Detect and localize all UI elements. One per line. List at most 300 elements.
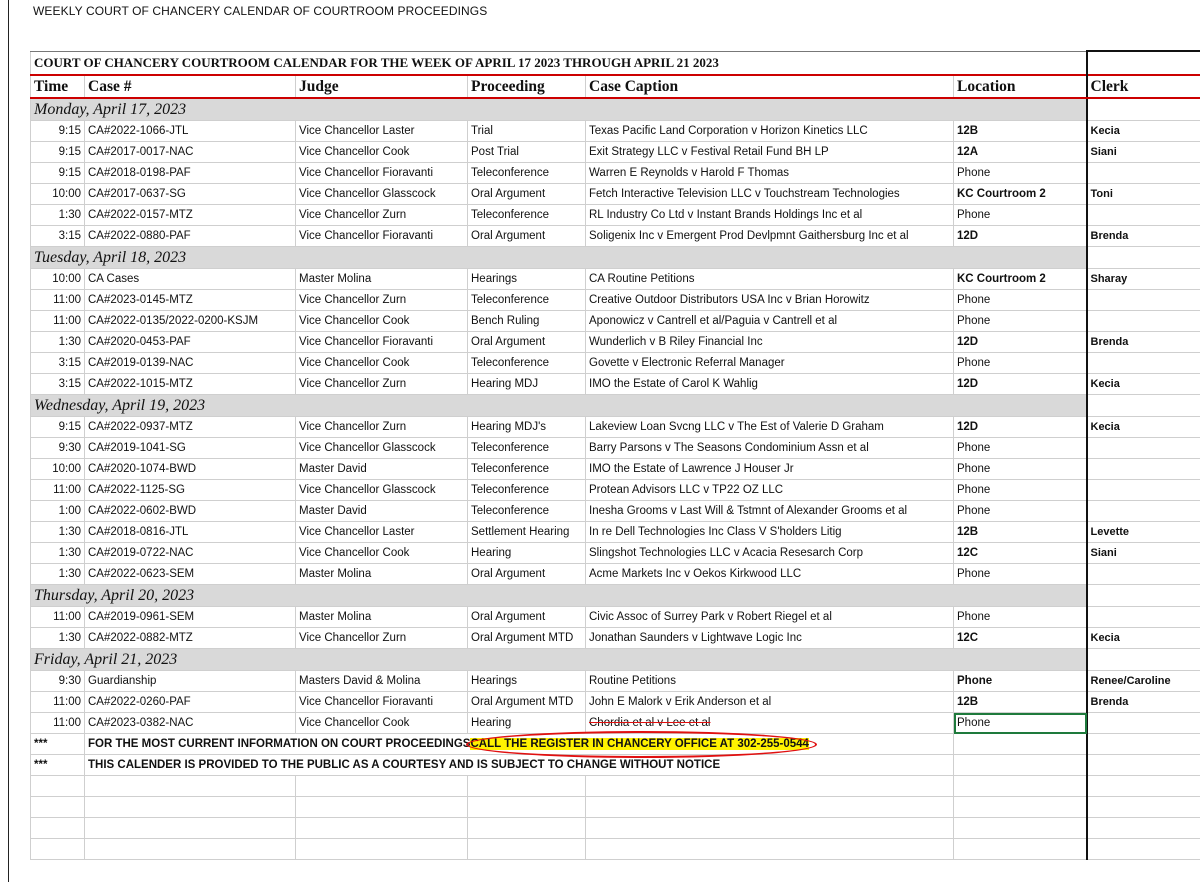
- case-caption-cell[interactable]: [586, 353, 954, 374]
- empty-cell[interactable]: [296, 797, 468, 818]
- time-cell[interactable]: 10:00: [31, 459, 85, 480]
- table-row: [31, 564, 1200, 585]
- location-cell[interactable]: 12D: [954, 226, 1087, 247]
- time-cell[interactable]: 9:15: [31, 142, 85, 163]
- col-header-time: Time: [31, 75, 85, 98]
- location-cell[interactable]: 12D: [954, 332, 1087, 353]
- empty-cell[interactable]: [586, 797, 954, 818]
- empty-row: [31, 776, 1200, 797]
- empty-cell[interactable]: [954, 776, 1087, 797]
- location-cell[interactable]: KC Courtroom 2: [954, 184, 1087, 205]
- table-row: [31, 607, 1200, 628]
- time-cell[interactable]: 11:00: [31, 311, 85, 332]
- empty-cell[interactable]: [296, 776, 468, 797]
- judge-cell[interactable]: Vice Chancellor Cook: [296, 142, 468, 163]
- case-caption-text: Texas Pacific Land Corporation v Horizon Kinetics LLC: [589, 125, 868, 137]
- case-caption-text: IMO the Estate of Lawrence J Houser Jr: [589, 463, 794, 475]
- case-caption-cell[interactable]: [586, 269, 954, 290]
- case-caption-text: Soligenix Inc v Emergent Prod Devlpmnt Gaithersburg Inc et al: [589, 230, 909, 242]
- location-cell[interactable]: Phone: [954, 480, 1087, 501]
- empty-cell[interactable]: [954, 734, 1087, 755]
- case-number-cell[interactable]: CA#2019-0722-NAC: [85, 543, 296, 564]
- clerk-cell[interactable]: [1087, 564, 1200, 585]
- empty-cell[interactable]: [586, 818, 954, 839]
- case-caption-cell[interactable]: [586, 564, 954, 585]
- day-label[interactable]: Monday, April 17, 2023: [31, 98, 1087, 121]
- clerk-cell[interactable]: [1087, 755, 1200, 776]
- case-caption-text: In re Dell Technologies Inc Class V S'holders Litig: [589, 526, 842, 538]
- case-number-cell[interactable]: CA#2022-1015-MTZ: [85, 374, 296, 395]
- proceeding-cell[interactable]: Hearings: [468, 671, 586, 692]
- proceeding-cell[interactable]: Hearings: [468, 269, 586, 290]
- time-cell[interactable]: 9:15: [31, 121, 85, 142]
- clerk-cell[interactable]: [1087, 311, 1200, 332]
- case-number-cell[interactable]: CA#2017-0637-SG: [85, 184, 296, 205]
- proceeding-cell[interactable]: Hearing MDJ: [468, 374, 586, 395]
- case-caption-text: Aponowicz v Cantrell et al/Paguia v Cantrell et al: [589, 315, 838, 327]
- table-row: [31, 290, 1200, 311]
- clerk-cell[interactable]: Kecia: [1087, 121, 1200, 142]
- case-caption-cell[interactable]: [586, 417, 954, 438]
- clerk-cell[interactable]: [1087, 205, 1200, 226]
- judge-cell[interactable]: Vice Chancellor Cook: [296, 543, 468, 564]
- proceeding-cell[interactable]: Settlement Hearing: [468, 522, 586, 543]
- empty-cell[interactable]: [954, 797, 1087, 818]
- time-cell[interactable]: 3:15: [31, 353, 85, 374]
- time-cell[interactable]: 11:00: [31, 290, 85, 311]
- case-number-cell[interactable]: CA#2022-0882-MTZ: [85, 628, 296, 649]
- judge-cell[interactable]: Vice Chancellor Zurn: [296, 628, 468, 649]
- case-number-cell[interactable]: CA#2023-0382-NAC: [85, 713, 296, 734]
- empty-cell[interactable]: [31, 797, 85, 818]
- case-caption-cell[interactable]: [586, 438, 954, 459]
- case-caption-text: Barry Parsons v The Seasons Condominium Assn et al: [589, 442, 869, 454]
- clerk-cell[interactable]: [1087, 438, 1200, 459]
- case-number-cell[interactable]: CA#2022-0135/2022-0200-KSJM: [85, 311, 296, 332]
- table-row: [31, 480, 1200, 501]
- clerk-cell[interactable]: [1087, 501, 1200, 522]
- clerk-cell[interactable]: Brenda: [1087, 332, 1200, 353]
- table-row: [31, 692, 1200, 713]
- case-caption-text: Exit Strategy LLC v Festival Retail Fund BH LP: [589, 146, 829, 158]
- location-cell[interactable]: KC Courtroom 2: [954, 269, 1087, 290]
- clerk-cell[interactable]: Renee/Caroline: [1087, 671, 1200, 692]
- proceeding-cell[interactable]: Hearing: [468, 543, 586, 564]
- case-caption-cell[interactable]: [586, 374, 954, 395]
- case-caption-text: Routine Petitions: [589, 675, 676, 687]
- proceeding-cell[interactable]: Post Trial: [468, 142, 586, 163]
- time-cell[interactable]: 11:00: [31, 692, 85, 713]
- proceeding-cell[interactable]: Teleconference: [468, 205, 586, 226]
- clerk-cell[interactable]: Kecia: [1087, 374, 1200, 395]
- case-number-cell[interactable]: CA#2022-0880-PAF: [85, 226, 296, 247]
- case-number-cell[interactable]: CA#2017-0017-NAC: [85, 142, 296, 163]
- time-cell[interactable]: 10:00: [31, 184, 85, 205]
- time-cell[interactable]: 9:30: [31, 671, 85, 692]
- case-caption-text: Wunderlich v B Riley Financial Inc: [589, 336, 763, 348]
- col-header-caption: Case Caption: [586, 75, 954, 98]
- table-row: [31, 121, 1200, 142]
- notice-text-cell: [85, 755, 954, 776]
- judge-cell[interactable]: Vice Chancellor Zurn: [296, 205, 468, 226]
- case-caption-text: Slingshot Technologies LLC v Acacia Resesarch Corp: [589, 547, 864, 559]
- case-number-cell[interactable]: CA#2020-0453-PAF: [85, 332, 296, 353]
- judge-cell[interactable]: Vice Chancellor Fioravanti: [296, 163, 468, 184]
- case-caption-text: John E Malork v Erik Anderson et al: [589, 696, 772, 708]
- empty-cell[interactable]: [954, 839, 1087, 860]
- clerk-cell[interactable]: Sharay: [1087, 269, 1200, 290]
- time-cell[interactable]: 1:30: [31, 332, 85, 353]
- empty-row: [31, 818, 1200, 839]
- location-cell[interactable]: Phone: [954, 163, 1087, 184]
- header-row: [31, 75, 1200, 98]
- judge-cell[interactable]: Masters David & Molina: [296, 671, 468, 692]
- judge-cell[interactable]: Vice Chancellor Glasscock: [296, 480, 468, 501]
- empty-cell[interactable]: [296, 839, 468, 860]
- proceeding-cell[interactable]: Oral Argument: [468, 332, 586, 353]
- case-number-cell[interactable]: CA#2019-0139-NAC: [85, 353, 296, 374]
- clerk-cell[interactable]: [1087, 163, 1200, 184]
- judge-cell[interactable]: Vice Chancellor Zurn: [296, 374, 468, 395]
- case-number-cell[interactable]: CA Cases: [85, 269, 296, 290]
- case-caption-text: RL Industry Co Ltd v Instant Brands Holdings Inc et al: [589, 209, 863, 221]
- table-row: [31, 353, 1200, 374]
- notice-row: [31, 734, 1200, 755]
- col-header-judge: Judge: [296, 75, 468, 98]
- case-number-cell[interactable]: Guardianship: [85, 671, 296, 692]
- clerk-cell[interactable]: [1087, 713, 1200, 734]
- empty-row: [31, 797, 1200, 818]
- proceeding-cell[interactable]: Hearing MDJ's: [468, 417, 586, 438]
- table-row: [31, 713, 1200, 734]
- empty-cell[interactable]: [85, 776, 296, 797]
- time-cell[interactable]: 9:30: [31, 438, 85, 459]
- case-caption-cell[interactable]: [586, 671, 954, 692]
- calendar-sheet: [30, 50, 1200, 860]
- col-header-location: Location: [954, 75, 1087, 98]
- case-caption-cell[interactable]: [586, 205, 954, 226]
- judge-cell[interactable]: Master Molina: [296, 269, 468, 290]
- case-caption-text: CA Routine Petitions: [589, 273, 695, 285]
- time-cell[interactable]: 1:30: [31, 543, 85, 564]
- judge-cell[interactable]: Vice Chancellor Glasscock: [296, 184, 468, 205]
- empty-cell[interactable]: [468, 797, 586, 818]
- time-cell[interactable]: 11:00: [31, 607, 85, 628]
- empty-cell[interactable]: [586, 839, 954, 860]
- case-caption-text: Fetch Interactive Television LLC v Touchstream Technologies: [589, 188, 900, 200]
- table-title: COURT OF CHANCERY COURTROOM CALENDAR FOR THE WEEK OF APRIL 17 2023 THROUGH APRIL 21 2023: [31, 51, 1087, 75]
- judge-cell[interactable]: Vice Chancellor Fioravanti: [296, 226, 468, 247]
- day-label[interactable]: Wednesday, April 19, 2023: [31, 395, 1087, 417]
- empty-cell[interactable]: [31, 776, 85, 797]
- proceeding-cell[interactable]: Teleconference: [468, 353, 586, 374]
- time-cell[interactable]: 3:15: [31, 374, 85, 395]
- case-caption-cell[interactable]: [586, 692, 954, 713]
- empty-cell[interactable]: [296, 818, 468, 839]
- col-header-case: Case #: [85, 75, 296, 98]
- day-row: [31, 98, 1200, 121]
- clerk-cell[interactable]: [1087, 98, 1200, 121]
- judge-cell[interactable]: Master Molina: [296, 564, 468, 585]
- case-number-cell[interactable]: CA#2023-0145-MTZ: [85, 290, 296, 311]
- empty-cell[interactable]: [954, 818, 1087, 839]
- case-caption-text: Creative Outdoor Distributors USA Inc v Brian Horowitz: [589, 294, 870, 306]
- table-row: [31, 417, 1200, 438]
- time-cell[interactable]: 1:30: [31, 564, 85, 585]
- empty-cell[interactable]: [85, 839, 296, 860]
- notice-text-cell: [85, 734, 954, 755]
- proceeding-cell[interactable]: Oral Argument: [468, 564, 586, 585]
- clerk-cell[interactable]: Kecia: [1087, 628, 1200, 649]
- notice-text: FOR THE MOST CURRENT INFORMATION ON COURT PROCEEDINGS: [88, 738, 471, 750]
- proceeding-cell[interactable]: Teleconference: [468, 480, 586, 501]
- empty-row: [31, 839, 1200, 860]
- empty-cell[interactable]: [31, 839, 85, 860]
- case-caption-cell[interactable]: [586, 163, 954, 184]
- case-number-cell[interactable]: CA#2022-0157-MTZ: [85, 205, 296, 226]
- case-caption-cell[interactable]: [586, 501, 954, 522]
- time-cell[interactable]: 10:00: [31, 269, 85, 290]
- empty-cell[interactable]: [1087, 797, 1200, 818]
- clerk-cell[interactable]: [1087, 51, 1200, 75]
- time-cell[interactable]: 11:00: [31, 480, 85, 501]
- table-row: [31, 332, 1200, 353]
- day-label[interactable]: Thursday, April 20, 2023: [31, 585, 1087, 607]
- judge-cell[interactable]: Vice Chancellor Zurn: [296, 290, 468, 311]
- empty-cell[interactable]: [468, 839, 586, 860]
- case-caption-cell[interactable]: [586, 226, 954, 247]
- judge-cell[interactable]: Master Molina: [296, 607, 468, 628]
- time-cell[interactable]: 1:00: [31, 501, 85, 522]
- location-cell[interactable]: Phone: [954, 459, 1087, 480]
- table-row: [31, 374, 1200, 395]
- judge-cell[interactable]: Vice Chancellor Cook: [296, 311, 468, 332]
- clerk-cell[interactable]: Siani: [1087, 543, 1200, 564]
- case-caption-cell[interactable]: [586, 332, 954, 353]
- col-header-clerk: Clerk: [1087, 75, 1200, 98]
- location-cell[interactable]: Phone: [954, 564, 1087, 585]
- table-row: [31, 522, 1200, 543]
- case-caption-cell[interactable]: [586, 311, 954, 332]
- location-cell[interactable]: 12A: [954, 142, 1087, 163]
- case-number-cell[interactable]: CA#2019-0961-SEM: [85, 607, 296, 628]
- empty-cell[interactable]: [1087, 818, 1200, 839]
- clerk-cell[interactable]: [1087, 607, 1200, 628]
- clerk-cell[interactable]: Brenda: [1087, 226, 1200, 247]
- register-phone-highlight: CALL THE REGISTER IN CHANCERY OFFICE AT 302-255-0544: [470, 738, 809, 750]
- proceeding-cell[interactable]: Oral Argument MTD: [468, 692, 586, 713]
- case-number-cell[interactable]: CA#2022-0623-SEM: [85, 564, 296, 585]
- clerk-cell[interactable]: [1087, 734, 1200, 755]
- page-margin-line: [8, 0, 9, 882]
- case-number-cell[interactable]: CA#2019-1041-SG: [85, 438, 296, 459]
- empty-cell[interactable]: [468, 818, 586, 839]
- case-caption-cell[interactable]: [586, 543, 954, 564]
- table-row: [31, 543, 1200, 564]
- clerk-cell[interactable]: Siani: [1087, 142, 1200, 163]
- title-row: [31, 51, 1200, 75]
- clerk-cell[interactable]: [1087, 395, 1200, 417]
- col-header-proceeding: Proceeding: [468, 75, 586, 98]
- empty-cell[interactable]: [954, 755, 1087, 776]
- empty-cell[interactable]: [1087, 776, 1200, 797]
- proceeding-cell[interactable]: Oral Argument: [468, 184, 586, 205]
- empty-cell[interactable]: [31, 818, 85, 839]
- proceeding-cell[interactable]: Teleconference: [468, 438, 586, 459]
- case-caption-cell[interactable]: [586, 459, 954, 480]
- case-number-cell[interactable]: CA#2020-1074-BWD: [85, 459, 296, 480]
- case-caption-text: Lakeview Loan Svcng LLC v The Est of Valerie D Graham: [589, 421, 884, 433]
- calendar-table: [30, 50, 1200, 860]
- case-caption-text: Protean Advisors LLC v TP22 OZ LLC: [589, 484, 784, 496]
- empty-cell[interactable]: [85, 818, 296, 839]
- time-cell[interactable]: 1:30: [31, 522, 85, 543]
- location-cell[interactable]: 12D: [954, 374, 1087, 395]
- proceeding-cell[interactable]: Oral Argument: [468, 607, 586, 628]
- time-cell[interactable]: 3:15: [31, 226, 85, 247]
- clerk-cell[interactable]: Kecia: [1087, 417, 1200, 438]
- table-row: [31, 671, 1200, 692]
- time-cell[interactable]: 1:30: [31, 205, 85, 226]
- proceeding-cell[interactable]: Bench Ruling: [468, 311, 586, 332]
- judge-cell[interactable]: Vice Chancellor Fioravanti: [296, 332, 468, 353]
- judge-cell[interactable]: Vice Chancellor Glasscock: [296, 438, 468, 459]
- location-cell[interactable]: 12B: [954, 692, 1087, 713]
- case-caption-text: Chordia et al v Lee et al: [589, 717, 711, 729]
- table-row: [31, 163, 1200, 184]
- location-cell[interactable]: Phone: [954, 353, 1087, 374]
- case-caption-cell[interactable]: [586, 607, 954, 628]
- notice-text: THIS CALENDER IS PROVIDED TO THE PUBLIC AS A COURTESY AND IS SUBJECT TO CHANGE WITHOUT NOTICE: [88, 759, 721, 771]
- location-cell[interactable]: Phone: [954, 290, 1087, 311]
- case-number-cell[interactable]: CA#2022-1125-SG: [85, 480, 296, 501]
- case-caption-text: Civic Assoc of Surrey Park v Robert Riegel et al: [589, 611, 832, 623]
- day-row: [31, 585, 1200, 607]
- case-number-cell[interactable]: CA#2018-0198-PAF: [85, 163, 296, 184]
- clerk-cell[interactable]: [1087, 649, 1200, 671]
- location-cell[interactable]: Phone: [954, 501, 1087, 522]
- clerk-cell[interactable]: [1087, 247, 1200, 269]
- table-row: [31, 438, 1200, 459]
- case-caption-cell[interactable]: [586, 142, 954, 163]
- empty-cell[interactable]: [586, 776, 954, 797]
- clerk-cell[interactable]: Toni: [1087, 184, 1200, 205]
- judge-cell[interactable]: Master David: [296, 501, 468, 522]
- table-row: [31, 628, 1200, 649]
- table-row: [31, 501, 1200, 522]
- location-cell[interactable]: 12C: [954, 543, 1087, 564]
- proceeding-cell[interactable]: Teleconference: [468, 501, 586, 522]
- time-cell[interactable]: 1:30: [31, 628, 85, 649]
- case-number-cell[interactable]: CA#2022-0260-PAF: [85, 692, 296, 713]
- case-caption-text: Inesha Grooms v Last Will & Tstmnt of Alexander Grooms et al: [589, 505, 908, 517]
- judge-cell[interactable]: Vice Chancellor Zurn: [296, 417, 468, 438]
- proceeding-cell[interactable]: Teleconference: [468, 290, 586, 311]
- case-caption-cell[interactable]: [586, 713, 954, 734]
- case-caption-cell[interactable]: [586, 121, 954, 142]
- case-number-cell[interactable]: CA#2022-1066-JTL: [85, 121, 296, 142]
- case-number-cell[interactable]: CA#2022-0602-BWD: [85, 501, 296, 522]
- table-row: [31, 142, 1200, 163]
- case-caption-text: Jonathan Saunders v Lightwave Logic Inc: [589, 632, 802, 644]
- location-cell[interactable]: 12B: [954, 121, 1087, 142]
- case-caption-text: Acme Markets Inc v Oekos Kirkwood LLC: [589, 568, 802, 580]
- judge-cell[interactable]: Master David: [296, 459, 468, 480]
- clerk-cell[interactable]: Levette: [1087, 522, 1200, 543]
- case-caption-text: IMO the Estate of Carol K Wahlig: [589, 378, 758, 390]
- judge-cell[interactable]: Vice Chancellor Laster: [296, 522, 468, 543]
- day-row: [31, 649, 1200, 671]
- time-cell[interactable]: 9:15: [31, 417, 85, 438]
- time-cell[interactable]: 11:00: [31, 713, 85, 734]
- location-cell[interactable]: Phone: [954, 311, 1087, 332]
- table-row: [31, 184, 1200, 205]
- location-cell[interactable]: 12B: [954, 522, 1087, 543]
- table-row: [31, 205, 1200, 226]
- clerk-cell[interactable]: [1087, 290, 1200, 311]
- day-label[interactable]: Friday, April 21, 2023: [31, 649, 1087, 671]
- empty-cell[interactable]: [85, 797, 296, 818]
- judge-cell[interactable]: Vice Chancellor Cook: [296, 713, 468, 734]
- clerk-cell[interactable]: Brenda: [1087, 692, 1200, 713]
- time-cell[interactable]: 9:15: [31, 163, 85, 184]
- case-caption-cell[interactable]: [586, 480, 954, 501]
- proceeding-cell[interactable]: Oral Argument MTD: [468, 628, 586, 649]
- case-caption-cell[interactable]: [586, 290, 954, 311]
- table-row: [31, 269, 1200, 290]
- proceeding-cell[interactable]: Teleconference: [468, 163, 586, 184]
- day-row: [31, 247, 1200, 269]
- location-cell[interactable]: Phone: [954, 438, 1087, 459]
- location-cell[interactable]: Phone: [954, 205, 1087, 226]
- proceeding-cell[interactable]: Hearing: [468, 713, 586, 734]
- proceeding-cell[interactable]: Teleconference: [468, 459, 586, 480]
- table-row: [31, 226, 1200, 247]
- notice-stars: ***: [31, 734, 85, 755]
- notice-stars: ***: [31, 755, 85, 776]
- phone-callout: [470, 738, 808, 750]
- case-caption-text: Govette v Electronic Referral Manager: [589, 357, 785, 369]
- notice-row: [31, 755, 1200, 776]
- clerk-cell[interactable]: [1087, 480, 1200, 501]
- judge-cell[interactable]: Vice Chancellor Laster: [296, 121, 468, 142]
- case-caption-text: Warren E Reynolds v Harold F Thomas: [589, 167, 790, 179]
- location-cell[interactable]: 12C: [954, 628, 1087, 649]
- empty-cell[interactable]: [1087, 839, 1200, 860]
- clerk-cell[interactable]: [1087, 585, 1200, 607]
- proceeding-cell[interactable]: Oral Argument: [468, 226, 586, 247]
- day-label[interactable]: Tuesday, April 18, 2023: [31, 247, 1087, 269]
- location-cell[interactable]: Phone: [954, 607, 1087, 628]
- empty-cell[interactable]: [468, 776, 586, 797]
- location-cell[interactable]: Phone: [954, 671, 1087, 692]
- case-caption-cell[interactable]: [586, 522, 954, 543]
- case-number-cell[interactable]: CA#2022-0937-MTZ: [85, 417, 296, 438]
- table-row: [31, 311, 1200, 332]
- proceeding-cell[interactable]: Trial: [468, 121, 586, 142]
- judge-cell[interactable]: Vice Chancellor Fioravanti: [296, 692, 468, 713]
- clerk-cell[interactable]: [1087, 353, 1200, 374]
- location-cell[interactable]: Phone: [954, 713, 1087, 734]
- location-cell[interactable]: 12D: [954, 417, 1087, 438]
- case-caption-cell[interactable]: [586, 184, 954, 205]
- case-caption-cell[interactable]: [586, 628, 954, 649]
- judge-cell[interactable]: Vice Chancellor Cook: [296, 353, 468, 374]
- page-heading: WEEKLY COURT OF CHANCERY CALENDAR OF COURTROOM PROCEEDINGS: [33, 4, 488, 18]
- case-number-cell[interactable]: CA#2018-0816-JTL: [85, 522, 296, 543]
- clerk-cell[interactable]: [1087, 459, 1200, 480]
- day-row: [31, 395, 1200, 417]
